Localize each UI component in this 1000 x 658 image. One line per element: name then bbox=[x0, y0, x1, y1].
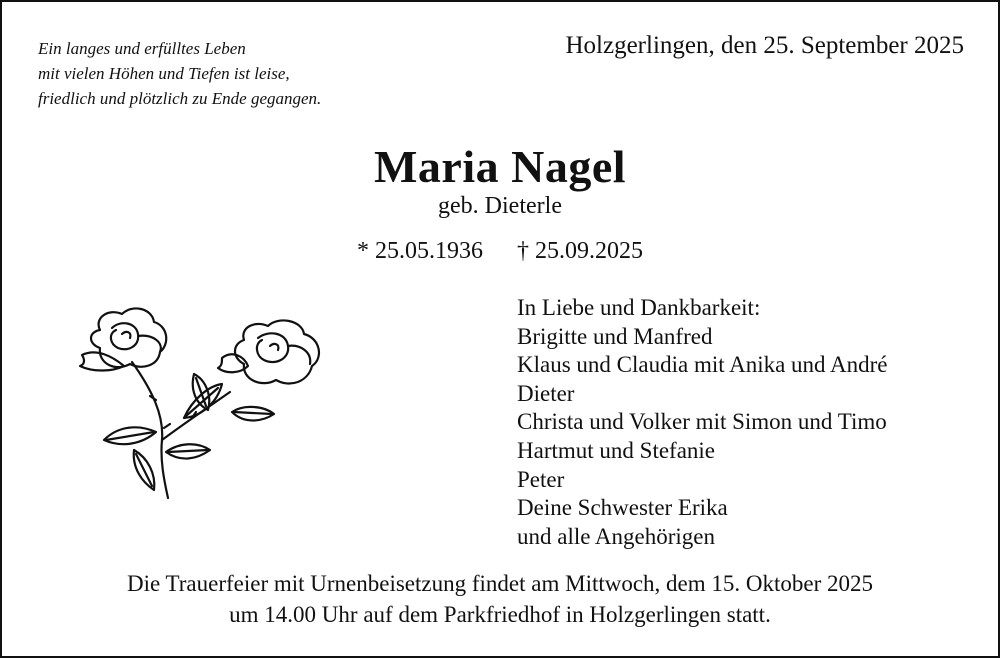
rose-icon bbox=[72, 300, 342, 500]
death-date: † 25.09.2025 bbox=[517, 238, 643, 264]
funeral-info bbox=[2, 568, 998, 630]
mourners-line: Deine Schwester Erika bbox=[517, 495, 728, 521]
motto-line: Ein langes und erfülltes Leben bbox=[38, 39, 246, 58]
funeral-line: um 14.00 Uhr auf dem Parkfriedhof in Holzgerlingen statt. bbox=[229, 602, 771, 627]
deceased-name: Maria Nagel bbox=[373, 141, 627, 192]
mourners-line: Dieter bbox=[517, 380, 575, 406]
motto-quote bbox=[38, 36, 321, 111]
mourners-list bbox=[517, 294, 888, 551]
mourners-line: Hartmut und Stefanie bbox=[517, 437, 716, 463]
mourners-line: Brigitte und Manfred bbox=[517, 323, 713, 349]
mourners-line: In Liebe und Dankbarkeit: bbox=[517, 295, 761, 320]
mourners-line: und alle Angehörigen bbox=[517, 523, 716, 549]
motto-line: mit vielen Höhen und Tiefen ist leise, bbox=[38, 64, 290, 83]
mourners-line: Klaus und Claudia mit Anika und André bbox=[517, 352, 888, 378]
funeral-line: Die Trauerfeier mit Urnenbeisetzung findet am Mittwoch, dem 15. Oktober 2025 bbox=[126, 571, 874, 596]
birth-name: geb. Dieterle bbox=[438, 193, 562, 219]
birth-date: * 25.05.1936 bbox=[357, 238, 483, 264]
place-and-date: Holzgerlingen, den 25. September 2025 bbox=[565, 32, 964, 59]
mourners-line: Christa und Volker mit Simon und Timo bbox=[517, 409, 887, 435]
mourners-line: Peter bbox=[517, 466, 565, 492]
life-dates bbox=[2, 238, 998, 265]
motto-line: friedlich und plötzlich zu Ende gegangen. bbox=[38, 89, 322, 108]
